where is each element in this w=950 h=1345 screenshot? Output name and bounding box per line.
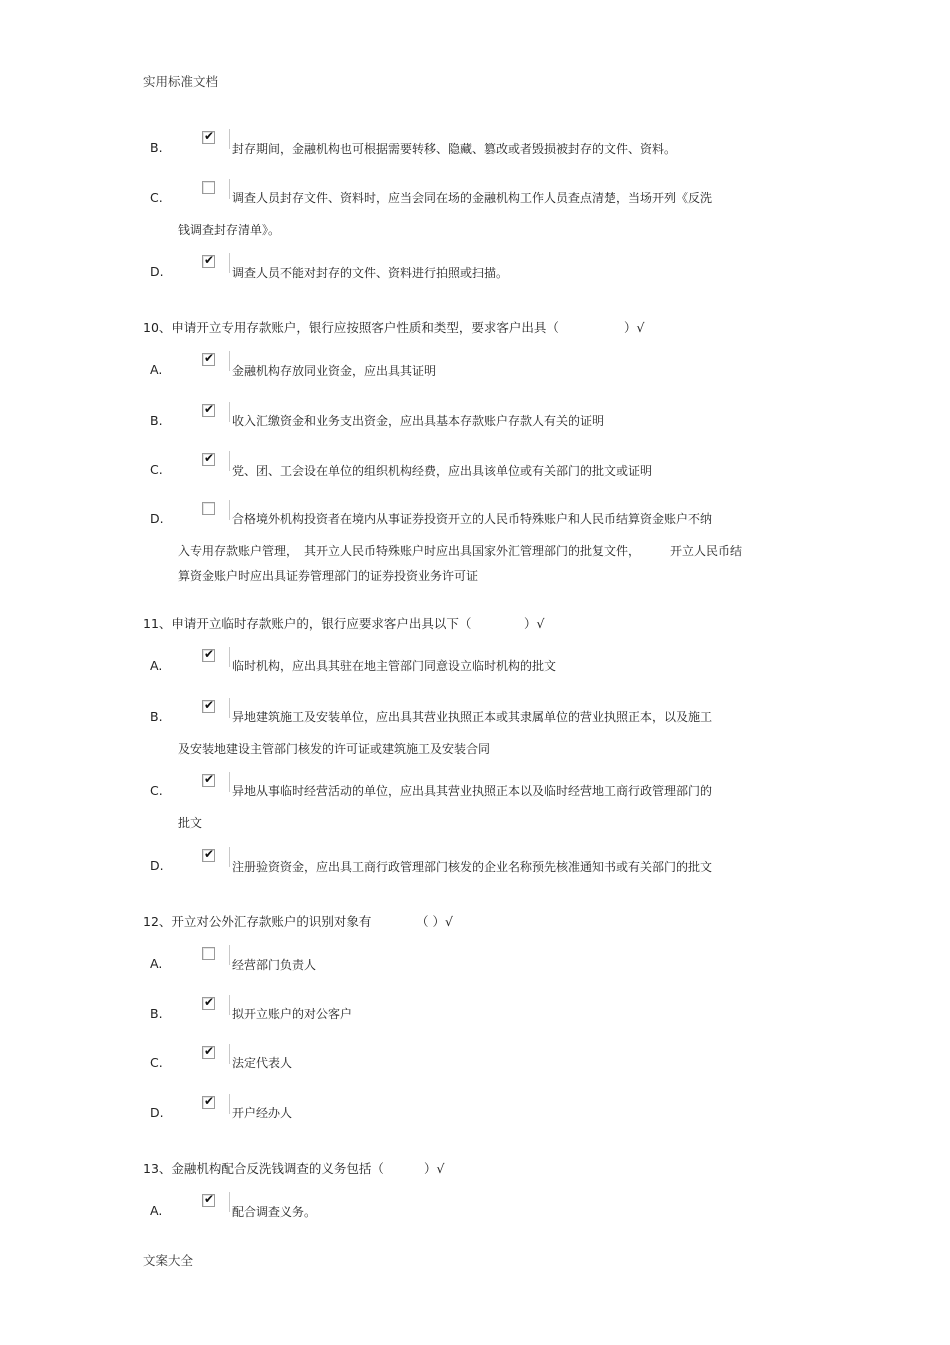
option-letter: A. bbox=[150, 658, 163, 673]
option-text: 法定代表人 bbox=[232, 1056, 293, 1070]
question-answer-mark: ）√ bbox=[424, 1161, 445, 1176]
option-checkbox[interactable] bbox=[202, 649, 215, 662]
option-checkbox[interactable] bbox=[202, 947, 215, 960]
option-letter: D. bbox=[150, 264, 164, 279]
option-text: 合格境外机构投资者在境内从事证券投资开立的人民币特殊账户和人民币结算资金账户不纳 bbox=[232, 512, 713, 526]
option-text: 拟开立账户的对公客户 bbox=[232, 1007, 353, 1021]
checkbox-divider bbox=[229, 253, 230, 273]
option-text: 调查人员不能对封存的文件、资料进行拍照或扫描。 bbox=[232, 266, 509, 280]
option-text: 调查人员封存文件、资料时，应当会同在场的金融机构工作人员查点清楚，当场开列《反洗 bbox=[232, 191, 713, 205]
check-mark-icon: ✔ bbox=[204, 647, 215, 661]
option-checkbox[interactable] bbox=[202, 1096, 215, 1109]
checkbox-divider bbox=[229, 129, 230, 149]
option-text-continued: 算资金账户时应出具证券管理部门的证券投资业务许可证 bbox=[178, 569, 479, 583]
question-text: 11、申请开立临时存款账户的，银行应要求客户出具以下（ bbox=[143, 616, 472, 631]
option-text-continued: 入专用存款账户管理， 其开立人民币特殊账户时应出具国家外汇管理部门的批复文件， 开立人民币结 bbox=[178, 544, 743, 558]
checkbox-divider bbox=[229, 995, 230, 1015]
checkbox-divider bbox=[229, 945, 230, 965]
option-text: 党、团、工会设在单位的组织机构经费，应出具该单位或有关部门的批文或证明 bbox=[232, 464, 653, 478]
option-letter: C. bbox=[150, 1055, 163, 1070]
option-text: 收入汇缴资金和业务支出资金，应出具基本存款账户存款人有关的证明 bbox=[232, 414, 605, 428]
question-text: 13、金融机构配合反洗钱调查的义务包括（ bbox=[143, 1161, 384, 1176]
option-text-continued: 及安装地建设主管部门核发的许可证或建筑施工及安装合同 bbox=[178, 742, 491, 756]
option-letter: C. bbox=[150, 462, 163, 477]
check-mark-icon: ✔ bbox=[204, 253, 215, 267]
check-mark-icon: ✔ bbox=[204, 995, 215, 1009]
checkbox-divider bbox=[229, 772, 230, 792]
option-text: 临时机构，应出具其驻在地主管部门同意设立临时机构的批文 bbox=[232, 659, 557, 673]
option-text: 异地建筑施工及安装单位，应出具其营业执照正本或其隶属单位的营业执照正本，以及施工 bbox=[232, 710, 713, 724]
option-checkbox[interactable] bbox=[202, 774, 215, 787]
option-letter: A. bbox=[150, 362, 163, 377]
option-letter: D. bbox=[150, 1105, 164, 1120]
option-letter: D. bbox=[150, 858, 164, 873]
checkbox-divider bbox=[229, 698, 230, 718]
check-mark-icon: ✔ bbox=[204, 451, 215, 465]
checkbox-divider bbox=[229, 1094, 230, 1114]
checkbox-divider bbox=[229, 847, 230, 867]
check-mark-icon: ✔ bbox=[204, 402, 215, 416]
option-text: 金融机构存放同业资金，应出具其证明 bbox=[232, 364, 437, 378]
option-letter: B. bbox=[150, 413, 163, 428]
option-letter: D. bbox=[150, 511, 164, 526]
option-text: 封存期间，金融机构也可根据需要转移、隐藏、篡改或者毁损被封存的文件、资料。 bbox=[232, 142, 677, 156]
option-letter: A. bbox=[150, 956, 163, 971]
option-checkbox[interactable] bbox=[202, 1046, 215, 1059]
checkbox-divider bbox=[229, 1192, 230, 1212]
check-mark-icon: ✔ bbox=[204, 129, 215, 143]
option-checkbox[interactable] bbox=[202, 181, 215, 194]
option-text: 开户经办人 bbox=[232, 1106, 293, 1120]
option-letter: C. bbox=[150, 190, 163, 205]
checkbox-divider bbox=[229, 500, 230, 520]
option-checkbox[interactable] bbox=[202, 849, 215, 862]
check-mark-icon: ✔ bbox=[204, 1094, 215, 1108]
checkbox-divider bbox=[229, 402, 230, 422]
option-text-continued: 批文 bbox=[178, 816, 203, 830]
option-letter: C. bbox=[150, 783, 163, 798]
option-checkbox[interactable] bbox=[202, 502, 215, 515]
option-checkbox[interactable] bbox=[202, 255, 215, 268]
option-checkbox[interactable] bbox=[202, 453, 215, 466]
option-letter: B. bbox=[150, 1006, 163, 1021]
check-mark-icon: ✔ bbox=[204, 351, 215, 365]
question-answer-mark: ）√ bbox=[524, 616, 545, 631]
option-letter: A. bbox=[150, 1203, 163, 1218]
page-header: 实用标准文档 bbox=[143, 74, 219, 89]
option-letter: B. bbox=[150, 140, 163, 155]
checkbox-divider bbox=[229, 351, 230, 371]
check-mark-icon: ✔ bbox=[204, 1044, 215, 1058]
check-mark-icon: ✔ bbox=[204, 772, 215, 786]
question-answer-mark: （ ）√ bbox=[416, 914, 453, 929]
check-mark-icon: ✔ bbox=[204, 847, 215, 861]
option-checkbox[interactable] bbox=[202, 404, 215, 417]
option-checkbox[interactable] bbox=[202, 997, 215, 1010]
option-checkbox[interactable] bbox=[202, 1194, 215, 1207]
option-text: 配合调查义务。 bbox=[232, 1205, 317, 1219]
option-text-continued: 钱调查封存清单》。 bbox=[178, 223, 281, 237]
check-mark-icon: ✔ bbox=[204, 698, 215, 712]
option-text: 异地从事临时经营活动的单位，应出具其营业执照正本以及临时经营地工商行政管理部门的 bbox=[232, 784, 713, 798]
question-answer-mark: ）√ bbox=[624, 320, 645, 335]
checkbox-divider bbox=[229, 179, 230, 199]
option-text: 经营部门负责人 bbox=[232, 958, 317, 972]
checkbox-divider bbox=[229, 451, 230, 471]
question-text: 12、开立对公外汇存款账户的识别对象有 bbox=[143, 914, 372, 929]
option-checkbox[interactable] bbox=[202, 353, 215, 366]
option-checkbox[interactable] bbox=[202, 700, 215, 713]
page-footer: 文案大全 bbox=[143, 1253, 194, 1268]
checkbox-divider bbox=[229, 1044, 230, 1064]
question-text: 10、申请开立专用存款账户，银行应按照客户性质和类型，要求客户出具（ bbox=[143, 320, 559, 335]
option-text: 注册验资资金，应出具工商行政管理部门核发的企业名称预先核准通知书或有关部门的批文 bbox=[232, 860, 713, 874]
check-mark-icon: ✔ bbox=[204, 1192, 215, 1206]
option-checkbox[interactable] bbox=[202, 131, 215, 144]
option-letter: B. bbox=[150, 709, 163, 724]
checkbox-divider bbox=[229, 647, 230, 667]
